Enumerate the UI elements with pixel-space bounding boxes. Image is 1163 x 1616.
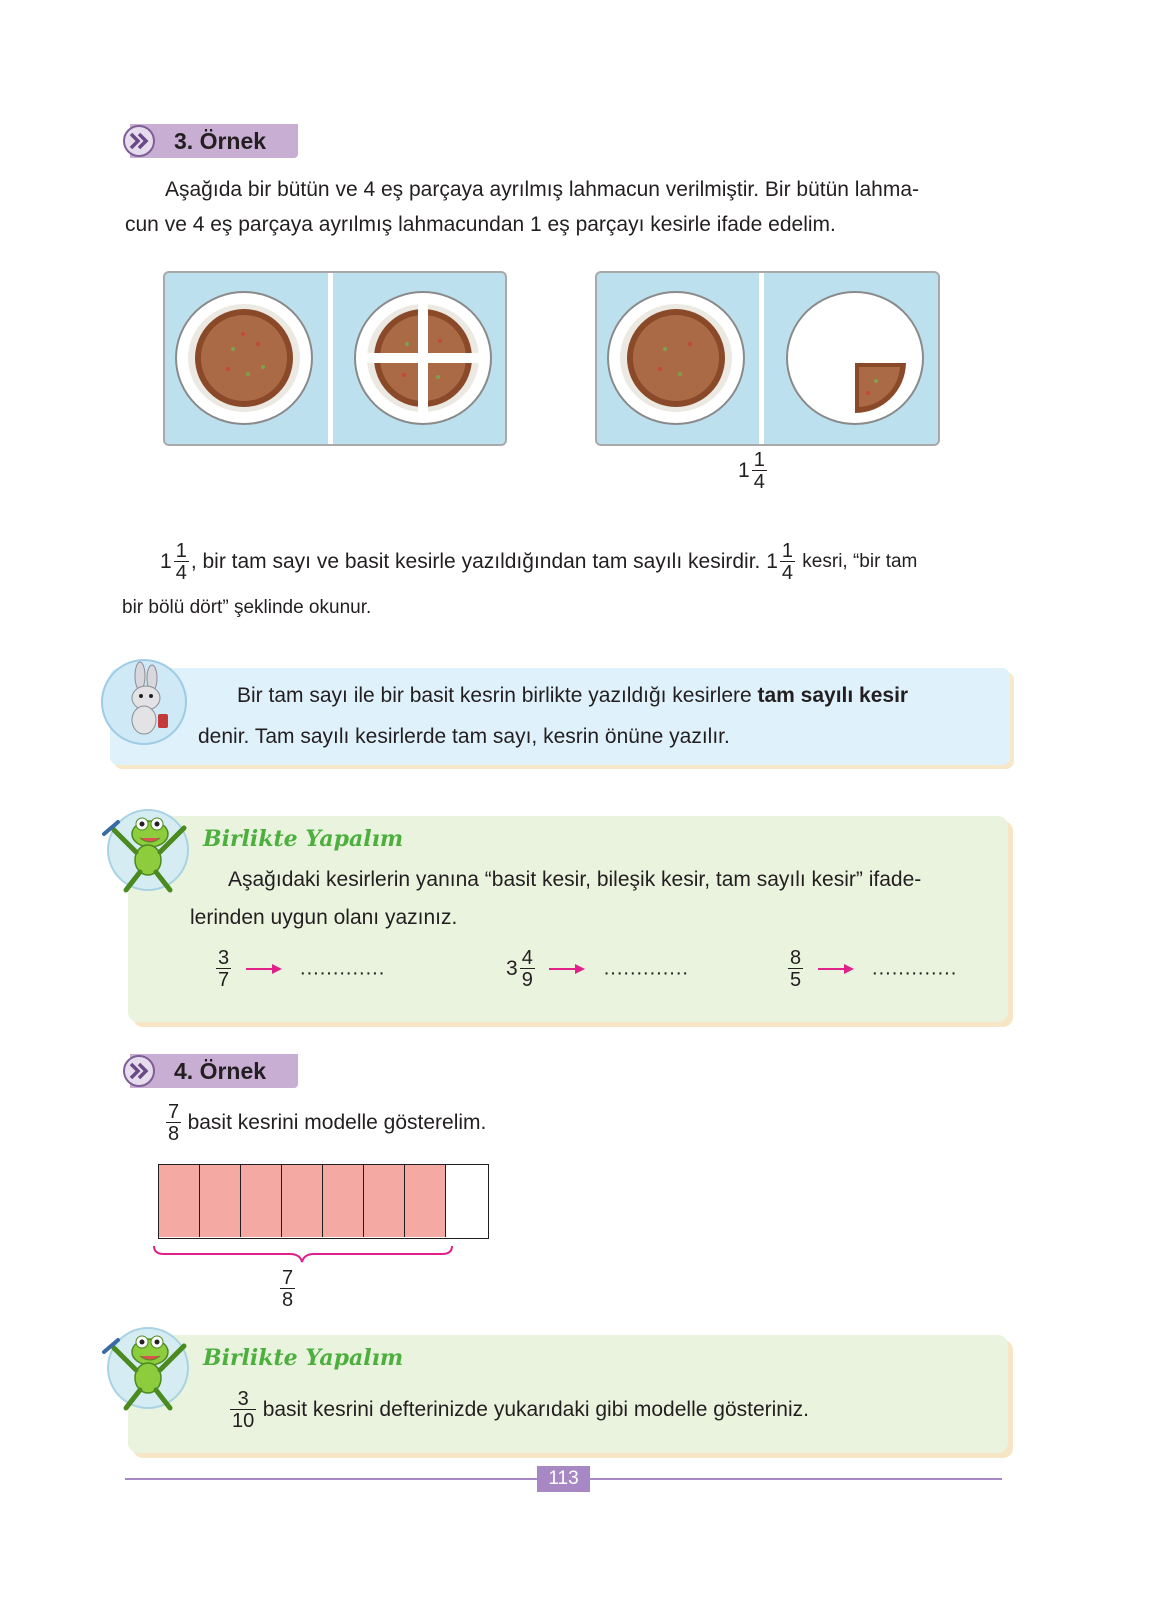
example-4-statement: $\frac{7}{8}$ basit kesrini modelle gösterelim. [168, 1101, 487, 1145]
whole-lahmacun-illustration [173, 289, 315, 427]
quarter-piece-illustration [784, 289, 926, 427]
frog-mascot-icon [100, 1318, 196, 1414]
model-cell-shaded [200, 1165, 241, 1237]
arrow-right-icon [547, 962, 587, 976]
model-cell-empty [446, 1165, 487, 1237]
double-chevron-icon [122, 1054, 156, 1088]
answer-blank[interactable]: ............. [603, 957, 689, 980]
definition-box [110, 668, 1010, 765]
example-3-explanation-line2: bir bölü dört” şeklinde okunur. [122, 597, 372, 618]
arrow-right-icon [816, 962, 856, 976]
model-cell-shaded [241, 1165, 282, 1237]
together-title-1: Birlikte Yapalım [203, 826, 404, 852]
example-3-explanation: 1 $\frac{1}{4}$ , bir tam sayı ve basit kesirle yazıldığından tam sayılı kesirdir. 1 $\frac{1}{4}$ kesri, “bir tam [160, 540, 918, 584]
lahmacun-panel-right [595, 271, 940, 446]
model-cell-shaded [282, 1165, 323, 1237]
arrow-right-icon [244, 962, 284, 976]
fraction-task-3: $\frac{8}{5}$ ............. [790, 947, 958, 991]
model-cell-shaded [364, 1165, 405, 1237]
example-4-heading [130, 1054, 298, 1088]
lahmacun-panel-left [163, 271, 507, 446]
example-3-intro-line2: cun ve 4 eş parçaya ayrılmış lahmacundan 1 eş parçayı kesirle ifade edelim. [125, 213, 836, 236]
answer-blank[interactable]: ............. [300, 957, 386, 980]
mixed-fraction-label: 1 $\frac{1}{4}$ [738, 449, 765, 493]
whole-lahmacun-illustration [605, 289, 747, 427]
example-3-title: 3. Örnek [174, 128, 267, 154]
fraction-task-2: 3 $\frac{4}{9}$ ............. [506, 947, 689, 991]
brace-fraction-label: $\frac{7}{8}$ [282, 1267, 294, 1311]
together-1-line2: lerinden uygun olanı yazınız. [190, 906, 458, 929]
definition-line2: denir. Tam sayılı kesirlerde tam sayı, kesrin önüne yazılır. [198, 725, 730, 748]
example-3-heading [130, 124, 298, 158]
example-4-title: 4. Örnek [174, 1058, 267, 1084]
rabbit-mascot-icon [100, 658, 188, 746]
footer-line-right [590, 1478, 1002, 1480]
definition-line1: Bir tam sayı ile bir basit kesrin birlikte yazıldığı kesirlere tam sayılı kesir [237, 684, 909, 707]
model-cell-shaded [405, 1165, 446, 1237]
quartered-lahmacun-illustration [352, 289, 494, 427]
footer-line-left [125, 1478, 537, 1480]
together-2-statement: $\frac{3}{10}$ basit kesrini defterinizde yukarıdaki gibi modelle gösteriniz. [232, 1388, 809, 1432]
together-title-2: Birlikte Yapalım [203, 1345, 404, 1371]
example-3-intro-line1: Aşağıda bir bütün ve 4 eş parçaya ayrılmış lahmacun verilmiştir. Bir bütün lahma- [165, 178, 920, 201]
double-chevron-icon [122, 124, 156, 158]
fraction-task-1: $\frac{3}{7}$ ............. [218, 947, 386, 991]
brace-icon [152, 1244, 454, 1266]
fraction-model-bar [158, 1164, 489, 1239]
together-box-2 [128, 1335, 1008, 1453]
answer-blank[interactable]: ............. [872, 957, 958, 980]
page-number: 113 [537, 1466, 590, 1492]
together-1-line1: Aşağıdaki kesirlerin yanına “basit kesir, bileşik kesir, tam sayılı kesir” ifade- [228, 868, 922, 891]
model-cell-shaded [159, 1165, 200, 1237]
model-cell-shaded [323, 1165, 364, 1237]
frog-mascot-icon [100, 800, 196, 896]
together-box-1 [128, 816, 1008, 1022]
